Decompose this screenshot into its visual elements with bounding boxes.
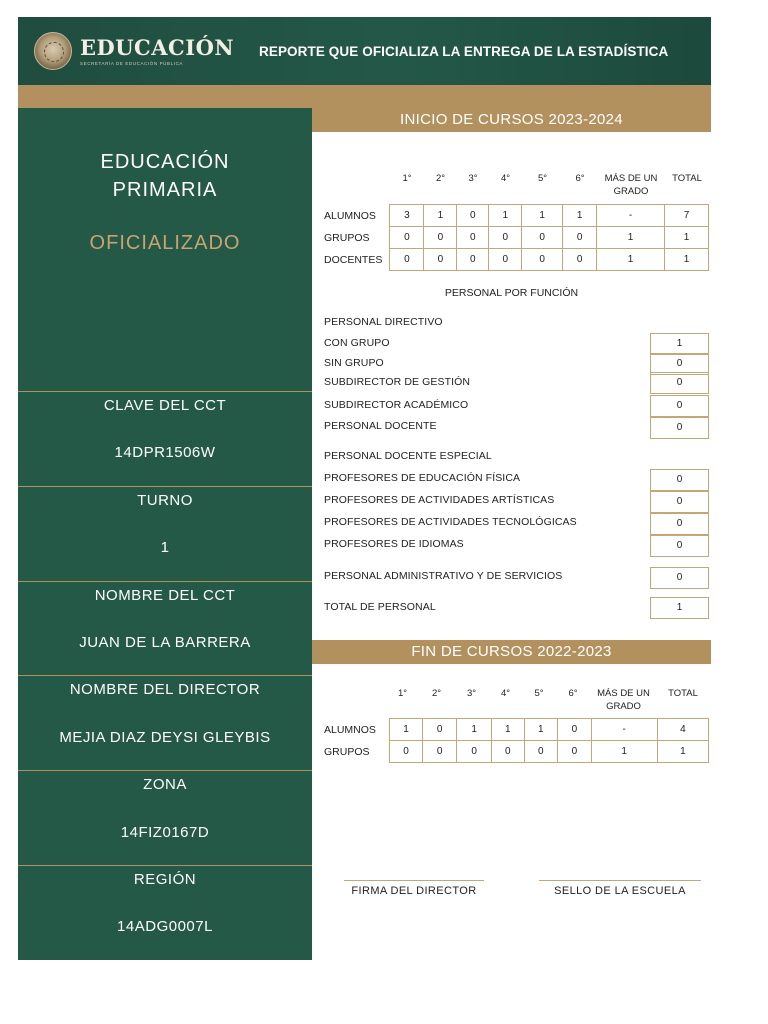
table-row: [324, 205, 709, 227]
tecnologicas-label: PROFESORES DE ACTIVIDADES TECNOLÓGICAS: [324, 516, 577, 528]
administrativo-value: 0: [650, 567, 709, 589]
table-cell: 0: [457, 227, 489, 249]
status-label: OFICIALIZADO: [89, 232, 241, 254]
divider: [18, 865, 312, 866]
directivo-heading: PERSONAL DIRECTIVO: [324, 316, 443, 328]
ed-fisica-label: PROFESORES DE EDUCACIÓN FÍSICA: [324, 472, 521, 484]
header-accent-band: [18, 85, 711, 108]
personal-section-title: PERSONAL POR FUNCIÓN: [444, 287, 579, 299]
director-name-label: NOMBRE DEL DIRECTOR: [69, 681, 261, 698]
table-cell: 0: [489, 249, 522, 271]
shift-value: 1: [160, 539, 170, 556]
table-cell: 1: [664, 249, 708, 271]
table-row: [324, 719, 709, 741]
col-header: 2°: [431, 688, 442, 699]
col-header: MÁS DE UN GRADO: [604, 173, 658, 197]
col-header: MÁS DE UN GRADO: [597, 688, 650, 712]
fin-table: [324, 718, 709, 763]
cct-name-label: NOMBRE DEL CCT: [94, 587, 236, 604]
col-header: 2°: [435, 173, 446, 184]
region-label: REGIÓN: [133, 871, 197, 888]
administrativo-label: PERSONAL ADMINISTRATIVO Y DE SERVICIOS: [324, 570, 563, 582]
education-level: EDUCACIÓN PRIMARIA: [100, 151, 230, 201]
table-cell: 0: [390, 249, 424, 271]
table-cell: 0: [563, 249, 597, 271]
table-cell: 4: [657, 719, 708, 741]
table-cell: 0: [422, 719, 457, 741]
total-personal-value: 1: [650, 597, 709, 619]
divider: [18, 486, 312, 487]
divider: [18, 675, 312, 676]
table-cell: 1: [591, 741, 657, 763]
table-cell: 1: [597, 227, 665, 249]
table-cell: 3: [390, 205, 424, 227]
director-signature-line: [344, 880, 484, 881]
row-label: GRUPOS: [324, 745, 370, 758]
table-cell: 0: [522, 227, 563, 249]
table-cell: -: [591, 719, 657, 741]
divider: [18, 391, 312, 392]
col-header: 1°: [402, 173, 412, 184]
cct-key-label: CLAVE DEL CCT: [103, 397, 227, 414]
cct-key-value: 14DPR1506W: [114, 444, 216, 461]
cct-name-value: JUAN DE LA BARRERA: [79, 634, 251, 651]
inicio-section-title: INICIO DE CURSOS 2023-2024: [312, 108, 711, 132]
col-header: 5°: [537, 173, 548, 184]
zone-value: 14FIZ0167D: [120, 824, 210, 841]
table-cell: 1: [657, 741, 708, 763]
row-label: ALUMNOS: [324, 209, 376, 222]
sin-grupo-label: SIN GRUPO: [324, 357, 384, 369]
divider: [18, 770, 312, 771]
shift-label: TURNO: [137, 492, 193, 509]
region-value: 14ADG0007L: [117, 918, 213, 935]
director-signature-label: FIRMA DEL DIRECTOR: [351, 885, 477, 897]
docente-value: 0: [650, 417, 709, 439]
row-label: ALUMNOS: [324, 723, 376, 736]
table-cell: 0: [524, 741, 558, 763]
fin-section-title: FIN DE CURSOS 2022-2023: [312, 640, 711, 664]
table-cell: 7: [664, 205, 708, 227]
docente-label: PERSONAL DOCENTE: [324, 420, 437, 432]
especial-heading: PERSONAL DOCENTE ESPECIAL: [324, 450, 492, 462]
table-cell: 1: [524, 719, 558, 741]
artisticas-label: PROFESORES DE ACTIVIDADES ARTÍSTICAS: [324, 494, 555, 506]
table-cell: 1: [664, 227, 708, 249]
table-cell: 0: [457, 741, 492, 763]
idiomas-value: 0: [650, 535, 709, 557]
sep-logo: [34, 32, 234, 70]
inicio-table: [324, 204, 709, 271]
school-seal-label: SELLO DE LA ESCUELA: [554, 885, 686, 897]
table-cell: 0: [457, 249, 489, 271]
table-cell: 1: [390, 719, 423, 741]
col-header: TOTAL: [672, 173, 702, 184]
row-label: GRUPOS: [324, 231, 370, 244]
con-grupo-label: CON GRUPO: [324, 337, 390, 349]
table-cell: 1: [563, 205, 597, 227]
table-cell: 1: [597, 249, 665, 271]
table-row: [324, 227, 709, 249]
table-cell: 0: [491, 741, 524, 763]
con-grupo-value: 1: [650, 333, 709, 355]
school-info-panel: [18, 108, 312, 960]
col-header: 3°: [468, 173, 478, 184]
table-cell: 0: [522, 249, 563, 271]
table-cell: 0: [457, 205, 489, 227]
logo-subtitle: SECRETARÍA DE EDUCACIÓN PÚBLICA: [80, 60, 184, 66]
col-header: 6°: [575, 173, 585, 184]
col-header: 4°: [500, 688, 511, 699]
table-cell: 1: [457, 719, 492, 741]
zone-label: ZONA: [143, 776, 187, 793]
table-cell: 0: [390, 227, 424, 249]
table-cell: 0: [558, 741, 592, 763]
table-cell: -: [597, 205, 665, 227]
sub-academico-label: SUBDIRECTOR ACADÉMICO: [324, 399, 469, 411]
table-row: [324, 741, 709, 763]
col-header: 4°: [500, 173, 511, 184]
report-title: REPORTE QUE OFICIALIZA LA ENTREGA DE LA ESTADÍSTICA: [259, 43, 669, 59]
school-seal-line: [539, 880, 701, 881]
director-name-value: MEJIA DIAZ DEYSI GLEYBIS: [59, 729, 271, 746]
col-header: 3°: [466, 688, 477, 699]
table-cell: 0: [424, 227, 457, 249]
total-personal-label: TOTAL DE PERSONAL: [324, 601, 436, 613]
header-banner: [18, 17, 711, 85]
ed-fisica-value: 0: [650, 469, 709, 491]
table-cell: 1: [489, 205, 522, 227]
table-cell: 0: [563, 227, 597, 249]
col-header: 5°: [534, 688, 544, 699]
national-seal-icon: [34, 32, 72, 70]
idiomas-label: PROFESORES DE IDIOMAS: [324, 538, 464, 550]
table-cell: 0: [489, 227, 522, 249]
divider: [18, 581, 312, 582]
table-cell: 0: [390, 741, 423, 763]
col-header: 6°: [568, 688, 578, 699]
logo-title: EDUCACIÓN: [80, 34, 235, 60]
table-cell: 1: [522, 205, 563, 227]
sub-gestion-value: 0: [650, 372, 709, 394]
tecnologicas-value: 0: [650, 513, 709, 535]
table-cell: 1: [424, 205, 457, 227]
col-header: 1°: [397, 688, 408, 699]
col-header: TOTAL: [668, 688, 698, 699]
table-row: [324, 249, 709, 271]
sin-grupo-value: 0: [650, 353, 709, 375]
sub-academico-value: 0: [650, 395, 709, 417]
row-label: DOCENTES: [324, 253, 383, 266]
table-cell: 1: [491, 719, 524, 741]
artisticas-value: 0: [650, 491, 709, 513]
table-cell: 0: [424, 249, 457, 271]
table-cell: 0: [558, 719, 592, 741]
table-cell: 0: [422, 741, 457, 763]
sub-gestion-label: SUBDIRECTOR DE GESTIÓN: [324, 376, 471, 388]
